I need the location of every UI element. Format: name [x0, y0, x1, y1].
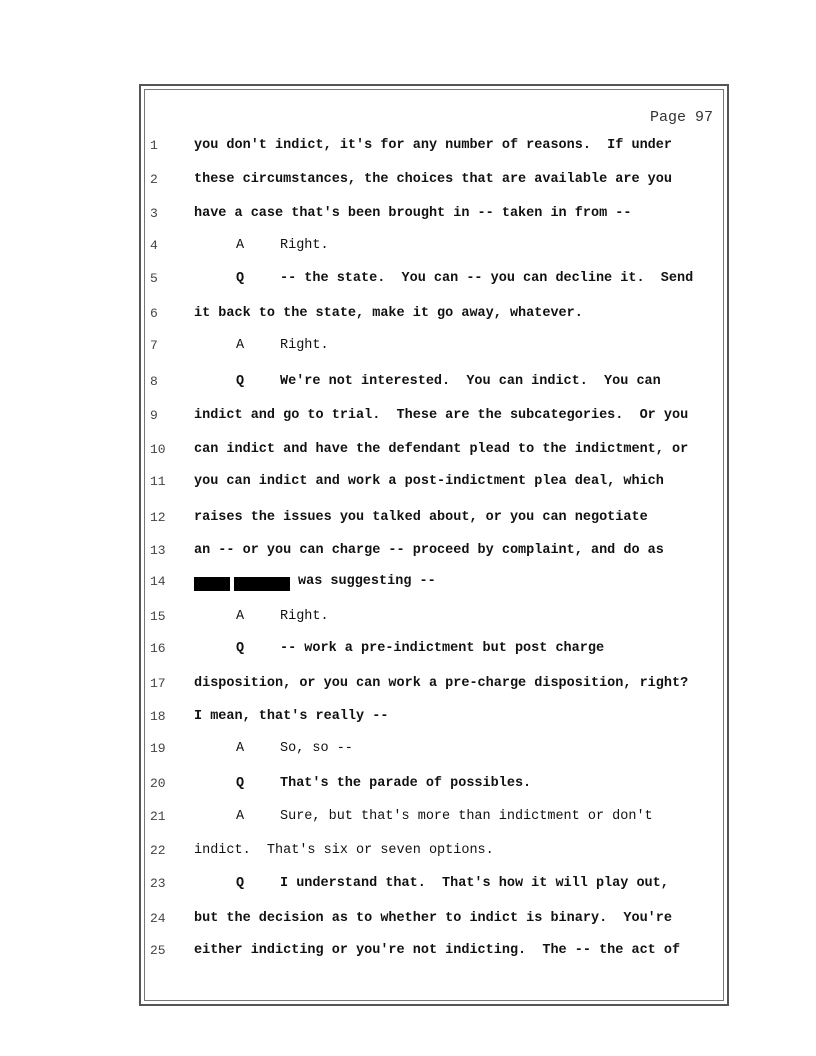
- line-number: 25: [150, 943, 166, 958]
- line-number: 15: [150, 609, 166, 624]
- line-number: 5: [150, 271, 158, 286]
- speaker-label: A: [236, 741, 245, 756]
- transcript-line: [0, 271, 816, 291]
- transcript-line: [0, 206, 816, 226]
- line-text: Sure, but that's more than indictment or don't: [280, 809, 653, 824]
- transcript-line: [0, 741, 816, 761]
- line-text: Right.: [280, 338, 329, 353]
- transcript-line: [0, 543, 816, 563]
- speaker-label: A: [236, 338, 245, 353]
- line-text: indict. That's six or seven options.: [194, 843, 494, 858]
- line-text: indict and go to trial. These are the subcategories. Or you: [194, 408, 689, 423]
- redaction-block: [234, 577, 290, 591]
- speaker-label: Q: [236, 271, 245, 286]
- line-text: an -- or you can charge -- proceed by complaint, and do as: [194, 543, 664, 558]
- line-text: it back to the state, make it go away, whatever.: [194, 306, 583, 321]
- transcript-line: [0, 510, 816, 530]
- transcript-line: [0, 408, 816, 428]
- transcript-line: [0, 609, 816, 629]
- line-text: but the decision as to whether to indict is binary. You're: [194, 911, 672, 926]
- line-number: 7: [150, 338, 158, 353]
- line-number: 16: [150, 641, 166, 656]
- line-text: That's the parade of possibles.: [280, 776, 532, 791]
- transcript-line: [0, 442, 816, 462]
- line-text: disposition, or you can work a pre-charge disposition, right?: [194, 676, 689, 691]
- line-number: 22: [150, 843, 166, 858]
- speaker-label: Q: [236, 641, 245, 656]
- transcript-line: [0, 911, 816, 931]
- line-text: these circumstances, the choices that are available are you: [194, 172, 672, 187]
- transcript-line: [0, 641, 816, 661]
- transcript-line: [0, 238, 816, 258]
- line-number: 11: [150, 474, 166, 489]
- line-number: 17: [150, 676, 166, 691]
- speaker-label: Q: [236, 776, 245, 791]
- line-number: 10: [150, 442, 166, 457]
- line-text: -- work a pre-indictment but post charge: [280, 641, 605, 656]
- line-text: you can indict and work a post-indictment plea deal, which: [194, 474, 664, 489]
- transcript-line: [0, 709, 816, 729]
- line-text: I mean, that's really --: [194, 709, 389, 724]
- transcript-line: [0, 306, 816, 326]
- line-text: So, so --: [280, 741, 353, 756]
- line-number: 13: [150, 543, 166, 558]
- transcript-line: [0, 172, 816, 192]
- line-number: 18: [150, 709, 166, 724]
- line-number: 23: [150, 876, 166, 891]
- transcript-line: [0, 474, 816, 494]
- line-number: 2: [150, 172, 158, 187]
- redaction-block: [194, 577, 230, 591]
- line-number: 20: [150, 776, 166, 791]
- line-text: We're not interested. You can indict. You can: [280, 374, 661, 389]
- line-number: 4: [150, 238, 158, 253]
- transcript-line: [0, 776, 816, 796]
- transcript-line: [0, 676, 816, 696]
- line-text: you don't indict, it's for any number of reasons. If under: [194, 138, 672, 153]
- line-number: 14: [150, 574, 166, 589]
- line-number: 24: [150, 911, 166, 926]
- transcript-line: [0, 138, 816, 158]
- line-number: 6: [150, 306, 158, 321]
- speaker-label: Q: [236, 876, 245, 891]
- line-text: I understand that. That's how it will play out,: [280, 876, 669, 891]
- transcript-line: [0, 809, 816, 829]
- transcript-line: [0, 843, 816, 863]
- speaker-label: A: [236, 609, 245, 624]
- line-number: 3: [150, 206, 158, 221]
- line-number: 1: [150, 138, 158, 153]
- line-text: can indict and have the defendant plead to the indictment, or: [194, 442, 689, 457]
- line-number: 19: [150, 741, 166, 756]
- line-number: 9: [150, 408, 158, 423]
- transcript-line: [0, 574, 816, 594]
- transcript-line: [0, 943, 816, 963]
- speaker-label: A: [236, 238, 245, 253]
- page-number: Page 97: [649, 109, 713, 126]
- transcript-line: [0, 876, 816, 896]
- line-number: 12: [150, 510, 166, 525]
- transcript-line: [0, 374, 816, 394]
- line-text: either indicting or you're not indicting. The -- the act of: [194, 943, 681, 958]
- line-text: raises the issues you talked about, or you can negotiate: [194, 510, 648, 525]
- line-text: -- the state. You can -- you can decline it. Send: [280, 271, 694, 286]
- line-text: was suggesting --: [298, 574, 436, 589]
- speaker-label: A: [236, 809, 245, 824]
- line-number: 8: [150, 374, 158, 389]
- transcript-line: [0, 338, 816, 358]
- line-number: 21: [150, 809, 166, 824]
- speaker-label: Q: [236, 374, 245, 389]
- line-text: Right.: [280, 609, 329, 624]
- line-text: have a case that's been brought in -- taken in from --: [194, 206, 632, 221]
- line-text: Right.: [280, 238, 329, 253]
